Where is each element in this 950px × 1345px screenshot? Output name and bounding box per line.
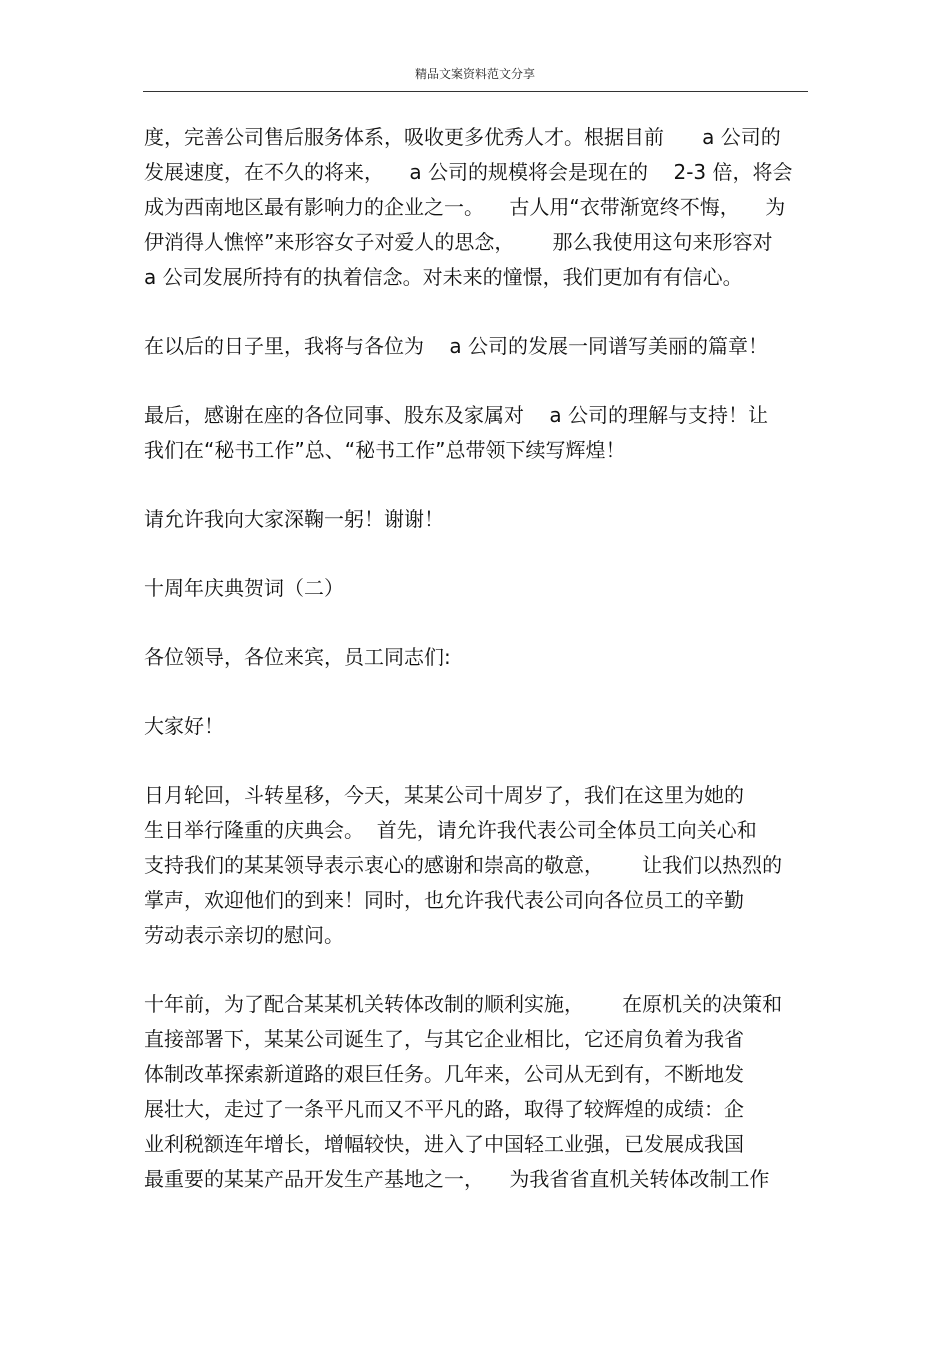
text-line: 成为西南地区最有影响力的企业之一。 古人用“衣带渐宽终不悔， 为: [144, 195, 786, 219]
text-line: 伊消得人憔悴”来形容女子对爱人的思念， 那么我使用这句来形容对: [144, 230, 773, 254]
text-line: 展壮大，走过了一条平凡而又不平凡的路，取得了较辉煌的成绩：企: [144, 1097, 744, 1121]
paragraph-company-outlook: [144, 120, 814, 295]
paragraph-thanks: [144, 398, 814, 468]
text-line: 我们在“秘书工作”总、“秘书工作”总带领下续写辉煌！: [144, 438, 626, 462]
paragraph-bow: [144, 502, 814, 537]
text-line: 十年前，为了配合某某机关转体改制的顺利实施， 在原机关的决策和: [144, 992, 783, 1016]
section-title: 十周年庆典贺词（二）: [144, 576, 344, 600]
paragraph-anniversary: [144, 778, 814, 953]
paragraph-history: [144, 987, 814, 1197]
text-line: 日月轮回，斗转星移，今天，某某公司十周岁了，我们在这里为她的: [144, 783, 744, 807]
text-line: 直接部署下，某某公司诞生了，与其它企业相比，它还肩负着为我省: [144, 1027, 744, 1051]
section-heading: [144, 571, 814, 606]
paragraph-salutation: [144, 640, 814, 675]
document-body: [144, 120, 814, 1231]
text-line: 支持我们的某某领导表示衷心的感谢和崇高的敬意， 让我们以热烈的: [144, 853, 783, 877]
text-line: 大家好！: [144, 714, 224, 738]
paragraph-greeting: [144, 709, 814, 744]
paragraph-future: [144, 329, 814, 364]
text-line: 业利税额连年增长，增幅较快，进入了中国轻工业强，已发展成我国: [144, 1132, 744, 1156]
text-line: 各位领导，各位来宾，员工同志们:: [144, 645, 451, 669]
text-line: a 公司发展所持有的执着信念。对未来的憧憬，我们更加有有信心。: [144, 265, 743, 289]
text-line: 劳动表示亲切的慰问。: [144, 923, 344, 947]
text-line: 发展速度，在不久的将来， a 公司的规模将会是现在的 2-3 倍，将会: [144, 160, 793, 184]
text-line: 最重要的某某产品开发生产基地之一， 为我省省直机关转体改制工作: [144, 1167, 770, 1191]
text-line: 在以后的日子里，我将与各位为 a 公司的发展一同谱写美丽的篇章！: [144, 334, 769, 358]
text-line: 度，完善公司售后服务体系，吸收更多优秀人才。根据目前 a 公司的: [144, 125, 781, 149]
text-line: 体制改革探索新道路的艰巨任务。几年来，公司从无到有，不断地发: [144, 1062, 744, 1086]
text-line: 最后，感谢在座的各位同事、股东及家属对 a 公司的理解与支持！让: [144, 403, 769, 427]
text-line: 生日举行隆重的庆典会。 首先，请允许我代表公司全体员工向关心和: [144, 818, 757, 842]
text-line: 请允许我向大家深鞠一躬！谢谢！: [144, 507, 444, 531]
text-line: 掌声，欢迎他们的到来！同时，也允许我代表公司向各位员工的辛勤: [144, 888, 744, 912]
header-divider: [143, 91, 808, 92]
page-header: 精品文案资料范文分享: [414, 67, 535, 81]
